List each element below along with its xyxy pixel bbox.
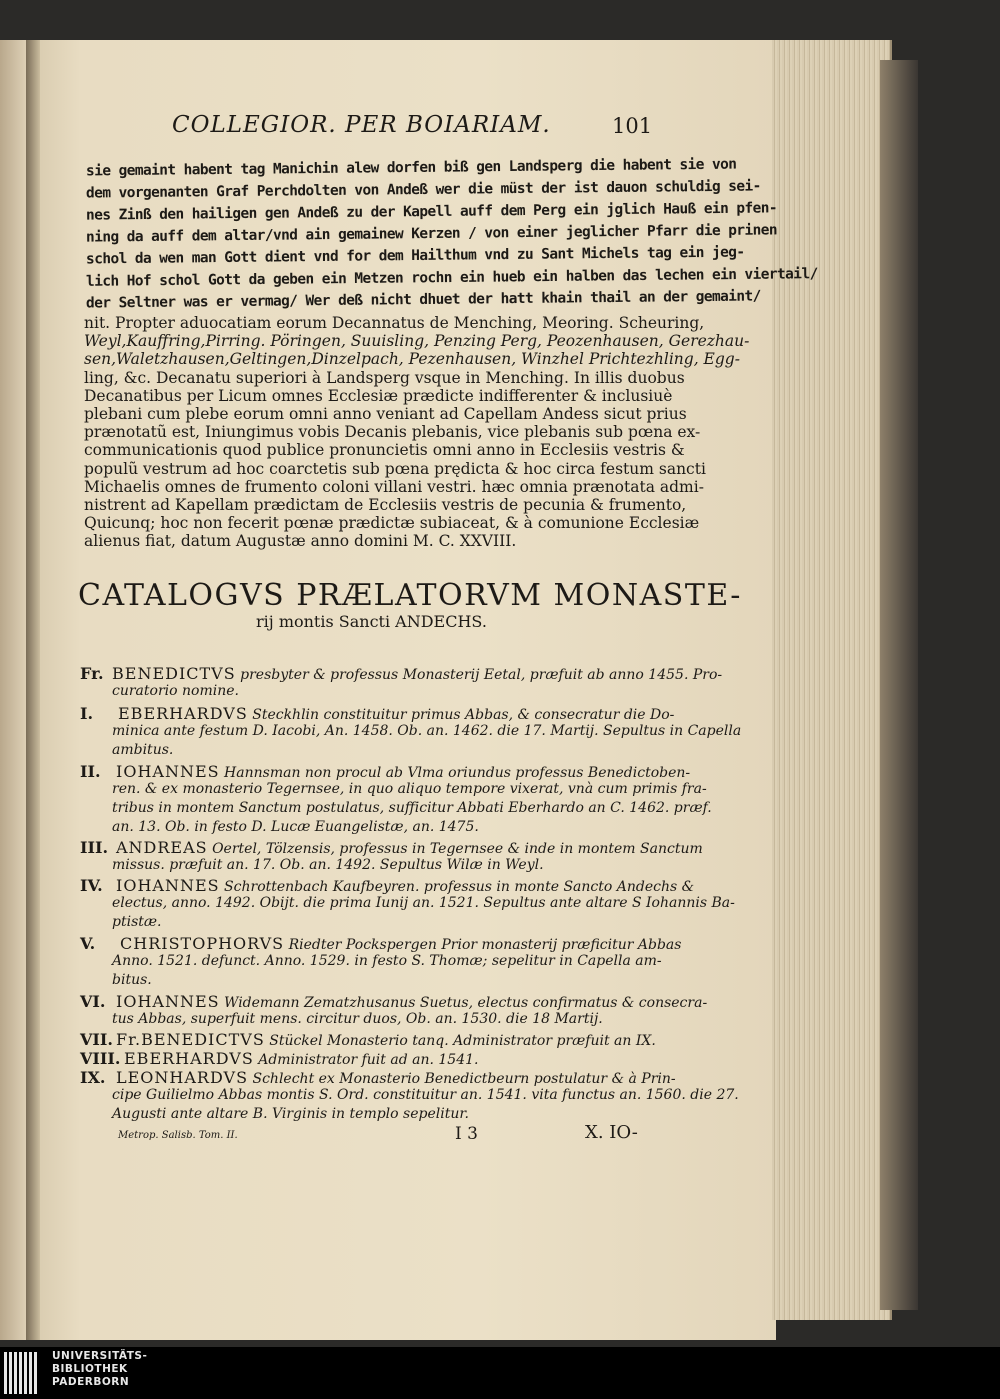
entry-line (116, 876, 694, 895)
library-name-line2: BIBLIOTHEK (52, 1363, 128, 1375)
blackletter-line: lich Hof schol Gott da geben ein Metzen rochn ein hueb ein halben das lechen ein viertail/ (85, 266, 818, 290)
page-edges-shadow (880, 60, 918, 1310)
entry-line: tus Abbas, superfuit mens. circitur duos, Ob. an. 1530. die 18 Martij. (112, 1011, 603, 1027)
entry-line: curatorio nomine. (112, 683, 239, 699)
entry-name: IOHANNES (116, 992, 220, 1011)
running-head: COLLEGIOR. PER BOIARIAM. (172, 112, 551, 138)
entry-text: Administrator fuit ad an. 1541. (258, 1052, 479, 1068)
entry-name: ANDREAS (116, 838, 208, 857)
latin-line: nit. Propter aduocatiam eorum Decannatus de Menching, Meoring. Scheuring, (84, 314, 705, 332)
entry-line: ambitus. (112, 742, 174, 758)
entry-line (116, 838, 703, 857)
entry-text: Schlecht ex Monasterio Benedictbeurn postulatur & à Prin- (252, 1071, 676, 1087)
entry-line (116, 1030, 656, 1049)
latin-line: nistrent ad Kapellam prædictam de Ecclesiis vestris de pecunia & frumento, (84, 496, 687, 514)
entry-number: VIII. (80, 1049, 121, 1068)
library-name-line3: PADERBORN (52, 1376, 130, 1388)
entry-line: an. 13. Ob. in festo D. Lucæ Euangelistæ, an. 1475. (112, 819, 479, 835)
latin-line: Decanatibus per Licum omnes Ecclesiæ prædicte indifferenter & inclusiuè (84, 386, 673, 405)
latin-line: alienus fiat, datum Augustæ anno domini M. C. XXVIII. (84, 532, 517, 551)
entry-line: cipe Guilielmo Abbas montis S. Ord. constituitur an. 1541. vita functus an. 1560. die 27. (112, 1087, 739, 1103)
entry-line: tribus in montem Sanctum postulatus, sufficitur Abbati Eberhardo an C. 1462. præf. (112, 800, 712, 816)
entry-text: Hannsman non procul ab Vlma oriundus professus Benedictoben- (224, 765, 691, 781)
entry-text: Oertel, Tölzensis, professus in Tegernsee & inde in montem Sanctum (212, 841, 703, 857)
entry-name: BENEDICTVS (112, 664, 236, 683)
entry-line: bitus. (112, 972, 152, 988)
entry-line (120, 934, 681, 953)
entry-number: VI. (80, 992, 106, 1011)
catalog-title: CATALOGVS PRÆLATORVM MONASTE- (78, 578, 742, 613)
blackletter-line: der Seltner was er vermag/ Wer deß nicht dhuet der hatt khain thail an der gemaint/ (85, 288, 761, 312)
footer-signature-mark: I 3 (455, 1124, 478, 1144)
latin-line: prænotatũ est, Iniungimus vobis Decanis plebanis, vice plebanis sub pœna ex- (84, 423, 701, 442)
entry-name: IOHANNES (116, 876, 220, 895)
entry-name: EBERHARDVS (124, 1049, 254, 1068)
blackletter-line: dem vorgenanten Graf Perchdolten von Andeß wer die müst der ist dauon schuldig sei- (85, 178, 761, 202)
entry-number: III. (80, 838, 109, 857)
latin-line: sen,Waletzhausen,Geltingen,Dinzelpach, Pezenhausen, Winzhel Prichtezhling, Egg- (84, 350, 740, 369)
page-edges (772, 40, 892, 1320)
entry-line: minica ante festum D. Iacobi, An. 1458. Ob. an. 1462. die 17. Martij. Sepultus in Capella (112, 723, 742, 739)
blackletter-line: ning da auff dem altar/vnd ain gemainew Kerzen / von einer jeglicher Pfarr die prinen (85, 222, 778, 246)
latin-line: plebani cum plebe eorum omni anno veniant ad Capellam Andess sicut prius (84, 405, 687, 423)
entry-line: Anno. 1521. defunct. Anno. 1529. in festo S. Thomæ; sepelitur in Capella am- (112, 953, 662, 969)
entry-line (116, 992, 707, 1011)
entry-line (116, 762, 690, 781)
entry-line: missus. præfuit an. 17. Ob. an. 1492. Sepultus Wilæ in Weyl. (112, 857, 544, 873)
library-name-line1: UNIVERSITÄTS- (52, 1350, 148, 1362)
entry-text: Widemann Zematzhusanus Suetus, electus confirmatus & consecra- (224, 995, 708, 1011)
entry-number: I. (80, 704, 94, 723)
catalog-subtitle: rij montis Sancti ANDECHS. (256, 612, 487, 631)
entry-line: electus, anno. 1492. Obijt. die prima Iunij an. 1521. Sepultus ante altare S Iohannis Ba- (112, 895, 735, 911)
entry-number: Fr. (80, 664, 104, 683)
entry-line (116, 1068, 676, 1087)
footer-catchword: X. IO- (585, 1122, 638, 1143)
footer-signature-note: Metrop. Salisb. Tom. II. (118, 1130, 238, 1141)
latin-line: Weyl,Kauffring,Pirring. Pöringen, Suuisling, Penzing Perg, Peozenhausen, Gerezhau- (84, 332, 750, 351)
latin-line: ling, &c. Decanatu superiori à Landsperg vsque in Menching. In illis duobus (84, 368, 685, 387)
entry-line (118, 704, 674, 723)
entry-number: IX. (80, 1068, 106, 1087)
entry-name: EBERHARDVS (118, 704, 248, 723)
entry-number: VII. (80, 1030, 113, 1049)
latin-line: communicationis quod publice pronuncietis omni anno in Ecclesiis vestris & (84, 441, 685, 460)
entry-line: ptistæ. (112, 914, 162, 930)
entry-text: Riedter Pockspergen Prior monasterij præficitur Abbas (288, 937, 682, 953)
entry-line: Augusti ante altare B. Virginis in templo sepelitur. (112, 1106, 469, 1122)
entry-number: V. (80, 934, 96, 953)
book-gutter (26, 40, 40, 1340)
entry-name: IOHANNES (116, 762, 220, 781)
entry-name: LEONHARDVS (116, 1068, 249, 1087)
entry-number: II. (80, 762, 101, 781)
entry-text: Schrottenbach Kaufbeyren. professus in monte Sancto Andechs & (224, 879, 695, 895)
library-bar (0, 1347, 1000, 1399)
entry-line (124, 1049, 478, 1068)
blackletter-line: nes Zinß den hailigen gen Andeß zu der Kapell auff dem Perg ein jglich Hauß ein pfen- (85, 200, 778, 224)
entry-text: Steckhlin constituitur primus Abbas, & consecratur die Do- (252, 707, 675, 723)
latin-line: Quicunq; hoc non fecerit pœnæ prædictæ subiaceat, & à comunione Ecclesiæ (84, 514, 700, 533)
entry-number: IV. (80, 876, 103, 895)
entry-line (112, 664, 722, 683)
latin-line: Michaelis omnes de frumento coloni villani vestri. hæc omnia prænotata admi- (84, 477, 704, 496)
blackletter-line: schol da wen man Gott dient vnd for dem Hailthum vnd zu Sant Michels tag ein jeg- (85, 244, 745, 268)
blackletter-line: sie gemaint habent tag Manichin alew dorfen biß gen Landsperg die habent sie von (85, 156, 737, 180)
page-number: 101 (612, 114, 653, 138)
entry-line: ren. & ex monasterio Tegernsee, in quo aliquo tempore vixerat, vnà cum primis fra- (112, 781, 707, 797)
library-logo-icon (4, 1352, 44, 1394)
entry-name: Fr.BENEDICTVS (116, 1030, 265, 1049)
entry-text: presbyter & professus Monasterij Eetal, præfuit ab anno 1455. Pro- (240, 667, 723, 683)
entry-name: CHRISTOPHORVS (120, 934, 285, 953)
latin-line: populũ vestrum ad hoc coarctetis sub pœna prędicta & hoc circa festum sancti (84, 459, 706, 478)
entry-text: Stückel Monasterio tanq. Administrator præfuit an IX. (269, 1033, 656, 1049)
